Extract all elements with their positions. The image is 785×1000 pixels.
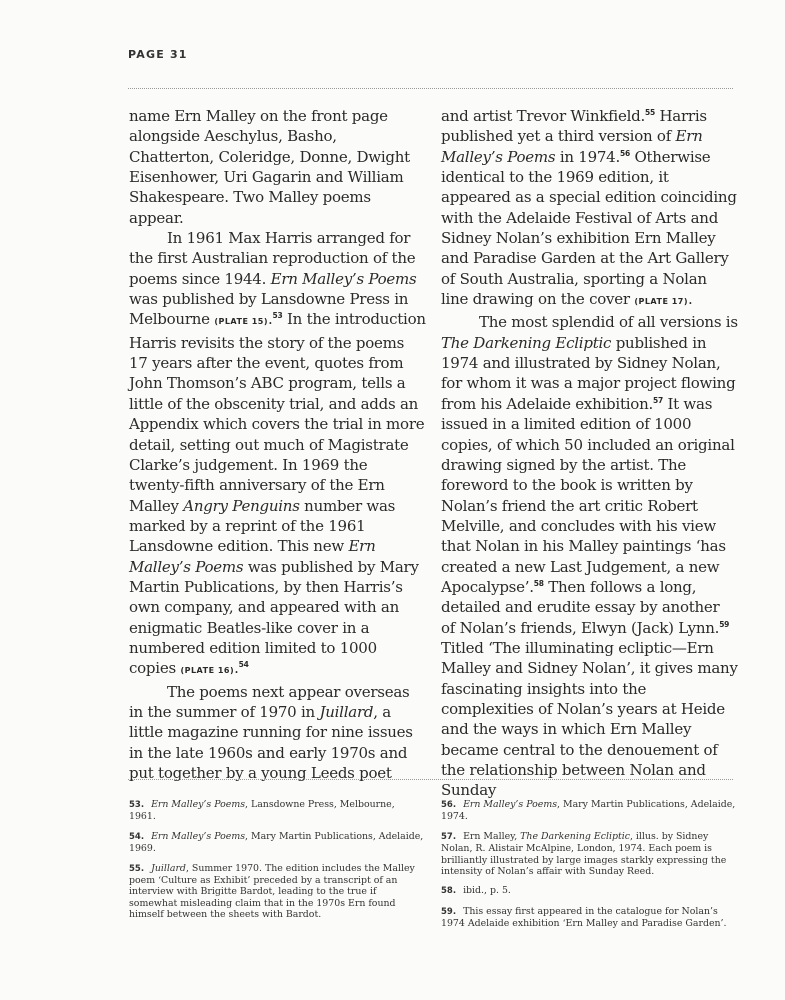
footnote-ref: 55 — [645, 108, 655, 117]
paragraph: The poems next appear overseas in the summer of 1970 in Juillard, a little magazine running for nine issues in the late 1960s and early 1970s and put together by a young Leeds poet — [129, 682, 413, 782]
paragraph: In 1961 Max Harris arranged for the first Australian reproduction of the poems since 1944. Ern Malley’s Poems was published by Lansdowne Press in Melbourne (PLATE 15).$^{53}$ In the introduction Harris revisits the story of the poems 17 years after the event, quotes from John Thomson’s ABC program, tells a little of the obscenity trial, and adds an Appendix which covers the trial in more detail, setting out much of Magistrate Clarke’s judgement. In 1969 the twenty-fifth anniversary of the Ern Malley Angry Penguins number was marked by a reprint of the 1961 Lansdowne edition. This new Ern Malley’s Poems was published by Mary Martin Publications, by then Harris’s own company, and appeared with an enigmatic Beatles-like cover in a numbered edition limited to 1000 copies (PLATE 16).$^{54}$ — [129, 229, 426, 678]
footnote-58: 58. ibid., p. 5. — [441, 885, 511, 897]
footnote-divider — [128, 779, 733, 780]
footnote-55: 55. Juillard, Summer 1970. The edition includes the Malley poem ‘Culture as Exhibit’ preceded by a transcript of an interview with Brigitte Bardot, leading to the true if somewhat misleading claim that in the 1970s Ern found himself between the sheets with Bardot. — [129, 862, 415, 921]
footnote-57: 57. Ern Malley, The Darkening Ecliptic, illus. by Sidney Nolan, R. Alistair McAlpine, London, 1974. Each poem is brilliantly illustrated by large images starkly expressing the intensity of Nolan’s affair with Sunday Reed. — [441, 830, 727, 878]
plate-reference: (PLATE 16) — [180, 666, 235, 676]
body-column-left — [129, 106, 426, 783]
paragraph: name Ern Malley on the front page alongside Aeschylus, Basho, Chatterton, Coleridge, Donne, Dwight Eisenhower, Uri Gagarin and William Shakespeare. Two Malley poems appear. — [129, 107, 410, 227]
paragraph: The most splendid of all versions is The Darkening Ecliptic published in 1974 and illustrated by Sidney Nolan, for whom it was a major project flowing from his Adelaide exhibition.$^{57}$ It was issued in a limited edition of 1000 copies, of which 50 included an original drawing signed by the artist. The foreword to the book is written by Nolan’s friend the art critic Robert Melville, and concludes with his view that Nolan in his Malley paintings ‘has created a new Last Judgement, a new Apocalypse’.$^{58}$ Then follows a long, detailed and erudite essay by another of Nolan’s friends, Elwyn (Jack) Lynn.$^{59}$ Titled ‘The illuminating ecliptic—Ern Malley and Sidney Nolan’, it gives many fascinating insights into the complexities of Nolan’s years at Heide and the ways in which Ern Malley became central to the denouement of the relationship between Nolan and Sunday — [441, 313, 738, 800]
footnote-ref: 58 — [533, 578, 544, 588]
footnote-54: 54. Ern Malley’s Poems, Mary Martin Publications, Adelaide, 1969. — [129, 830, 424, 855]
footnotes-column-left — [129, 799, 424, 929]
paragraph: and artist Trevor Winkfield.$^{55}$ Harris published yet a third version of Ern Malley’s Poems in 1974.56 Otherwise identical to the 1969 edition, it appeared as a special edition coinciding with the Adelaide Festival of Arts and Sidney Nolan’s exhibition Ern Malley and Paradise Garden at the Art Gallery of South Australia, sporting a Nolan line drawing on the cover (PLATE 17). — [441, 107, 737, 309]
footnote-56: 56. Ern Malley’s Poems, Mary Martin Publications, Adelaide, 1974. — [441, 799, 736, 823]
footnote-ref: 56 — [619, 148, 630, 158]
plate-reference: (PLATE 15) — [214, 317, 268, 327]
header-divider — [128, 88, 733, 89]
footnote-59: 59. This essay first appeared in the catalogue for Nolan’s 1974 Adelaide exhibition ‘Ern Malley and Paradise Garden’. — [441, 905, 727, 930]
footnote-53: 53. Ern Malley’s Poems, Lansdowne Press, Melbourne, 1961. — [129, 799, 395, 823]
footnote-ref: 59 — [719, 619, 730, 629]
footnotes-column-right — [441, 799, 736, 938]
footnote-ref: 54 — [238, 660, 249, 670]
footnote-ref: 57 — [653, 395, 663, 405]
body-column-right — [441, 106, 738, 801]
page-number: PAGE 31 — [128, 48, 188, 61]
footnote-ref: 53 — [272, 311, 283, 321]
plate-reference: (PLATE 17) — [634, 297, 688, 307]
